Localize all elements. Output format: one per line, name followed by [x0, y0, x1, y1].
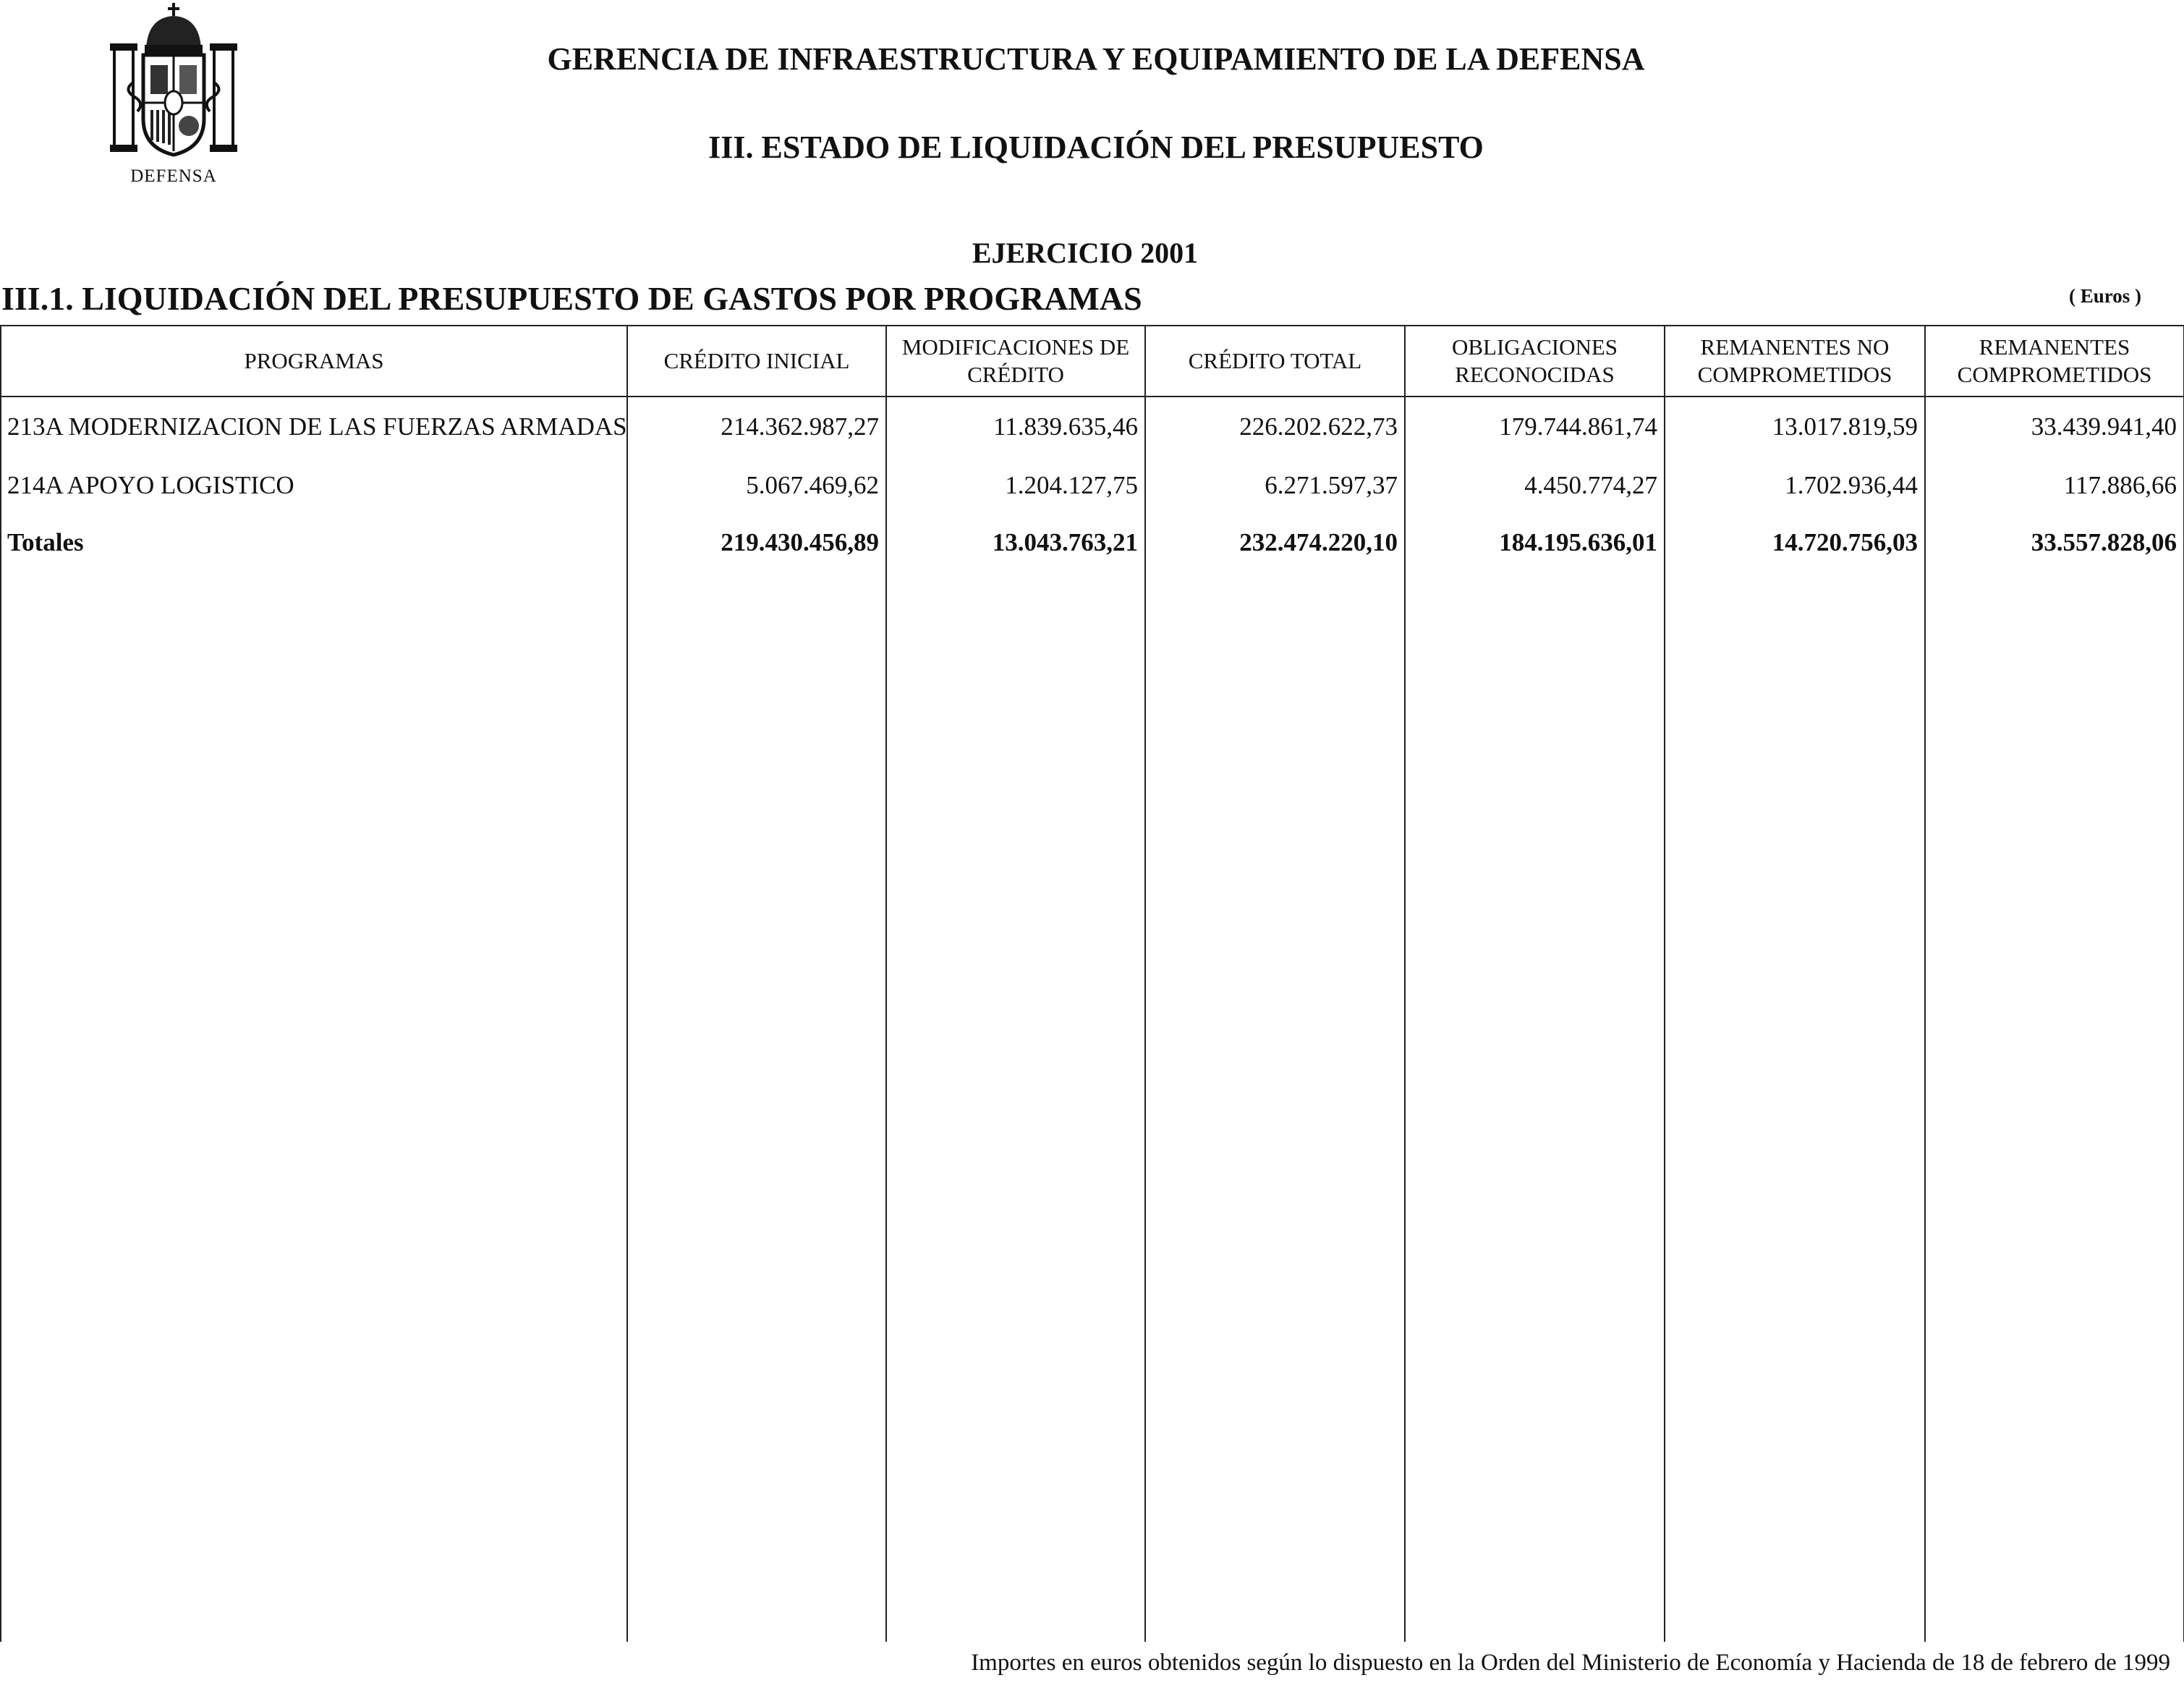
total-remanentes-comprometidos: 33.557.828,06: [1925, 514, 2184, 571]
column-header-credito-total: CRÉDITO TOTAL: [1145, 326, 1405, 397]
total-credito-inicial: 219.430.456,89: [627, 514, 886, 571]
cell-credito-inicial: 214.362.987,27: [627, 397, 886, 457]
cell-remanentes-no-comprometidos: 13.017.819,59: [1665, 397, 1925, 457]
column-header-obligaciones: OBLIGACIONES RECONOCIDAS: [1405, 326, 1665, 397]
cell-modificaciones: 1.204.127,75: [886, 457, 1145, 514]
column-header-remanentes-no-comprometidos: REMANENTES NO COMPROMETIDOS: [1665, 326, 1925, 397]
total-remanentes-no-comprometidos: 14.720.756,03: [1665, 514, 1925, 571]
table-row: [1, 397, 2184, 457]
totals-row: [1, 514, 2184, 571]
cell-credito-total: 6.271.597,37: [1145, 457, 1405, 514]
cell-credito-total: 226.202.622,73: [1145, 397, 1405, 457]
coat-of-arms-icon: [109, 3, 239, 162]
cell-remanentes-comprometidos: 33.439.941,40: [1925, 397, 2184, 457]
budget-table: [0, 325, 2183, 1642]
fiscal-year: EJERCICIO 2001: [972, 237, 1199, 269]
logo-label: DEFENSA: [130, 166, 217, 186]
cell-obligaciones: 4.450.774,27: [1405, 457, 1665, 514]
coat-of-arms-logo: [109, 3, 239, 185]
report-title: III. ESTADO DE LIQUIDACIÓN DEL PRESUPUESTO: [708, 130, 1484, 165]
column-header-credito-inicial: CRÉDITO INICIAL: [627, 326, 886, 397]
cell-remanentes-no-comprometidos: 1.702.936,44: [1665, 457, 1925, 514]
organization-title: GERENCIA DE INFRAESTRUCTURA Y EQUIPAMIENTO DE LA DEFENSA: [547, 41, 1645, 77]
column-header-modificaciones: MODIFICACIONES DE CRÉDITO: [886, 326, 1145, 397]
budget-table-grid: [0, 325, 2184, 1642]
cell-modificaciones: 11.839.635,46: [886, 397, 1145, 457]
total-modificaciones: 13.043.763,21: [886, 514, 1145, 571]
footnote: Importes en euros obtenidos según lo dispuesto en la Orden del Ministerio de Economía y Hacienda de 18 de febrero de 1999: [971, 1650, 2170, 1676]
cell-credito-inicial: 5.067.469,62: [627, 457, 886, 514]
cell-programa: 214A APOYO LOGISTICO: [1, 457, 627, 514]
totals-label: Totales: [1, 514, 627, 571]
cell-obligaciones: 179.744.861,74: [1405, 397, 1665, 457]
table-header-row: [1, 326, 2184, 397]
column-header-programas: PROGRAMAS: [1, 326, 627, 397]
total-obligaciones: 184.195.636,01: [1405, 514, 1665, 571]
table-row: [1, 457, 2184, 514]
table-filler-row: [1, 571, 2184, 1642]
section-title: III.1. LIQUIDACIÓN DEL PRESUPUESTO DE GASTOS POR PROGRAMAS: [1, 280, 1142, 317]
column-header-remanentes-comprometidos: REMANENTES COMPROMETIDOS: [1925, 326, 2184, 397]
cell-programa: 213A MODERNIZACION DE LAS FUERZAS ARMADAS: [1, 397, 627, 457]
total-credito-total: 232.474.220,10: [1145, 514, 1405, 571]
units-label: ( Euros ): [2069, 285, 2142, 307]
cell-remanentes-comprometidos: 117.886,66: [1925, 457, 2184, 514]
